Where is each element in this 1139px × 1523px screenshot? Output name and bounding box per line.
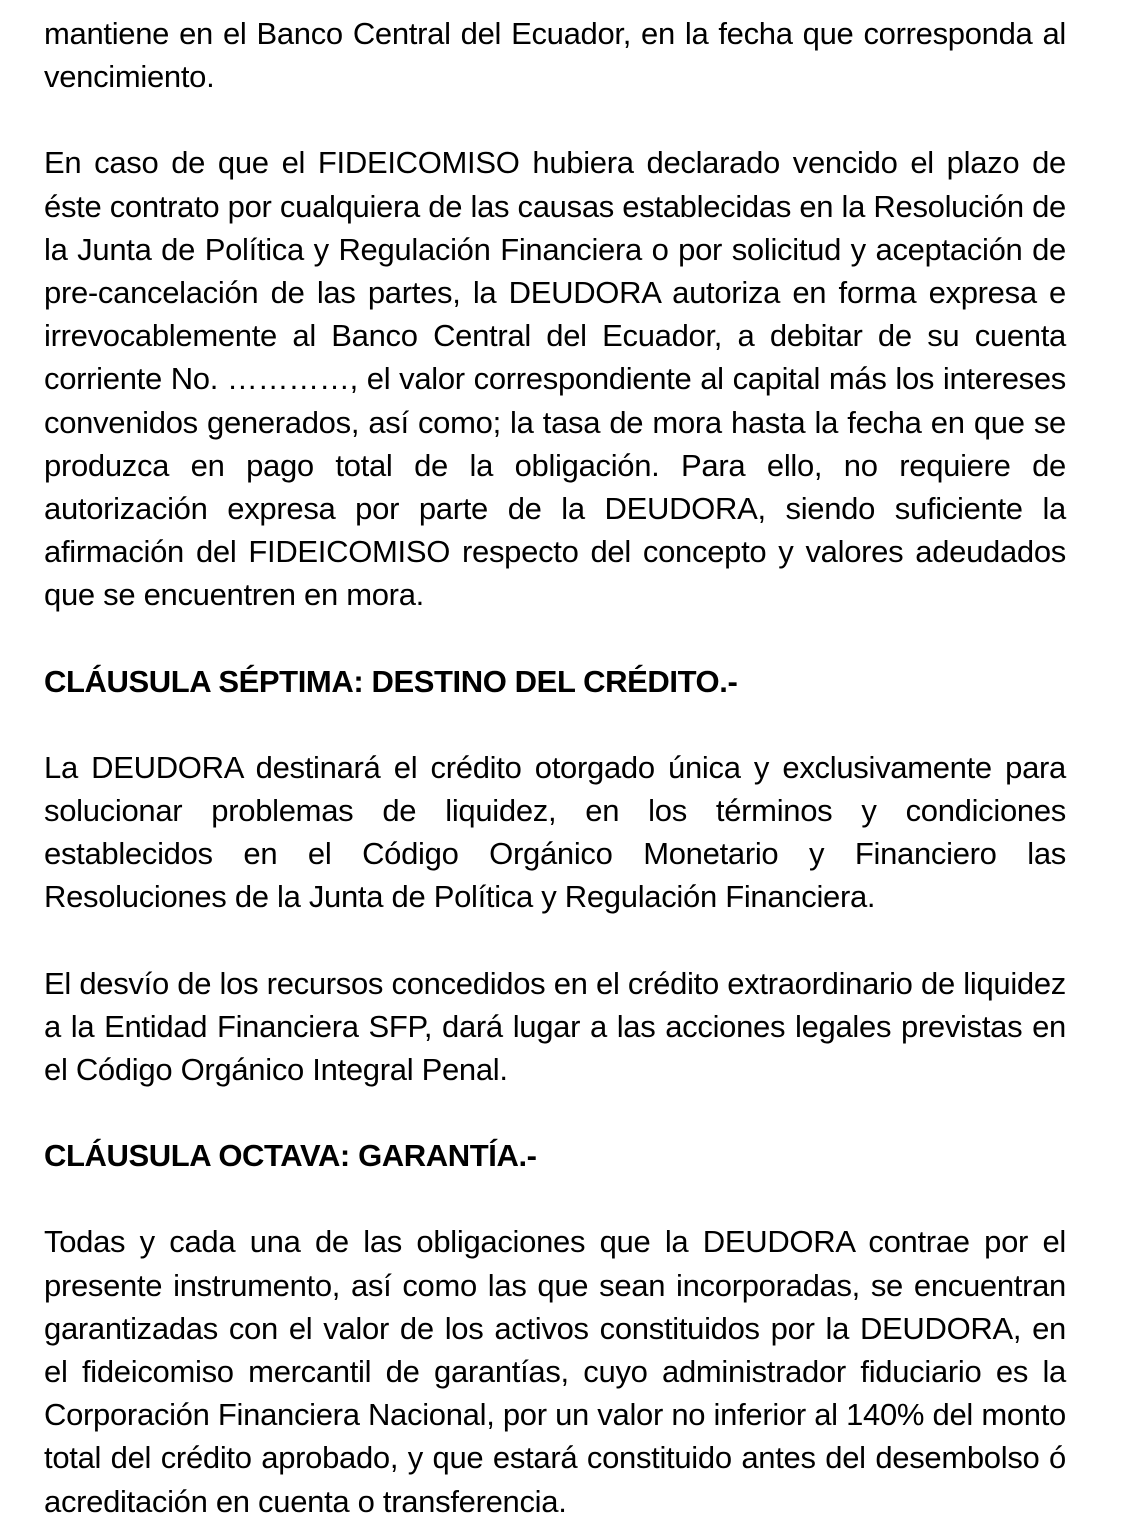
- paragraph-spacer: [44, 919, 1066, 962]
- paragraph-debito-autorizado: En caso de que el FIDEICOMISO hubiera declarado vencido el plazo de éste contrato por cualquiera de las causas establecidas en la Resolución de la Junta de Política y Regulación Financiera o por solicitud y aceptación de pre-cancelación de las partes, la DEUDORA autoriza en forma expresa e irrevocablemente al Banco Central del Ecuador, a debitar de su cuenta corriente No. …………, el valor correspondiente al capital más los intereses convenidos generados, así como; la tasa de mora hasta la fecha en que se produzca en pago total de la obligación. Para ello, no requiere de autorización expresa por parte de la DEUDORA, siendo suficiente la afirmación del FIDEICOMISO respecto del concepto y valores adeudados que se encuentren en mora.: [44, 145, 1066, 613]
- paragraph-desvio-recursos: El desvío de los recursos concedidos en el crédito extraordinario de liquidez a la Entidad Financiera SFP, dará lugar a las acciones legales previstas en el Código Orgánico Integral Penal.: [44, 965, 1066, 1088]
- paragraph-spacer: [44, 703, 1066, 746]
- heading-clausula-octava: CLÁUSULA OCTAVA: GARANTÍA.-: [44, 1138, 537, 1174]
- paragraph-vencimiento: mantiene en el Banco Central del Ecuador, en la fecha que corresponda al vencimiento.: [44, 16, 1066, 95]
- paragraph-spacer: [44, 617, 1066, 660]
- document-page: [44, 12, 1066, 1523]
- paragraph-garantia: Todas y cada una de las obligaciones que la DEUDORA contrae por el presente instrumento, así como las que sean incorporadas, se encuentran garantizadas con el valor de los activos constituidos por la DEUDORA, en el fideicomiso mercantil de garantías, cuyo administrador fiduciario es la Corporación Financiera Nacional, por un valor no inferior al 140% del monto total del crédito aprobado, y que estará constituido antes del desembolso ó acreditación en cuenta o transferencia.: [44, 1224, 1066, 1519]
- paragraph-destino-credito: La DEUDORA destinará el crédito otorgado única y exclusivamente para solucionar problemas de liquidez, en los términos y condiciones establecidos en el Código Orgánico Monetario y Financiero las Resoluciones de la Junta de Política y Regulación Financiera.: [44, 749, 1066, 915]
- paragraph-spacer: [44, 1177, 1066, 1220]
- heading-clausula-septima: CLÁUSULA SÉPTIMA: DESTINO DEL CRÉDITO.-: [44, 663, 738, 699]
- paragraph-spacer: [44, 1091, 1066, 1134]
- paragraph-spacer: [44, 98, 1066, 141]
